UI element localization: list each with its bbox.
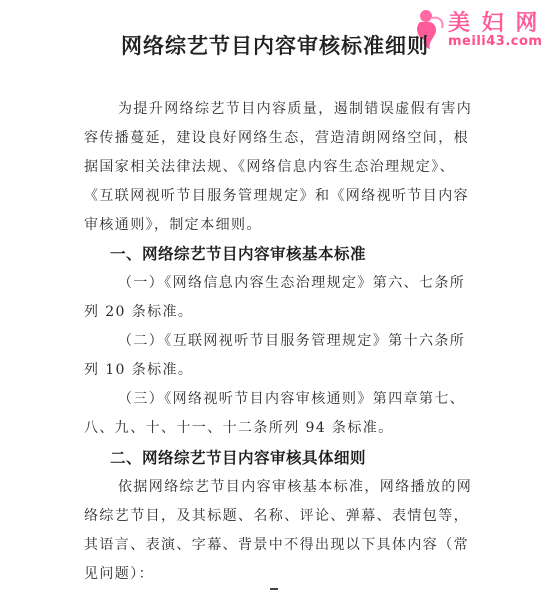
- paragraph-line: 《互联网视听节目服务管理规定》和《网络视听节目内容: [84, 188, 469, 204]
- paragraph-line: 据国家相关法律法规、《网络信息内容生态治理规定》、: [84, 159, 455, 175]
- paragraph-line: 容传播蔓延，建设良好网络生态，营造清朗网络空间，根: [84, 130, 469, 146]
- item-line: （二）《互联网视听节目服务管理规定》第十六条所: [118, 333, 466, 349]
- watermark-url: meili43.com: [448, 34, 543, 49]
- paragraph-line: 见问题）：: [84, 566, 154, 582]
- item-line: 八、九、十、十一、十二条所列 94 条标准。: [84, 420, 394, 436]
- paragraph-line: 为提升网络综艺节目内容质量，遏制错误虚假有害内: [118, 101, 473, 117]
- item-line: 列 10 条标准。: [84, 362, 194, 378]
- page-continuation-mark: [270, 588, 278, 590]
- watermark-title: 美 妇 网: [448, 11, 540, 36]
- section-heading-1: 一、网络综艺节目内容审核基本标准: [110, 245, 367, 263]
- paragraph-line: 其语言、表演、字幕、背景中不得出现以下具体内容（常: [84, 537, 469, 553]
- section-heading-2: 二、网络综艺节目内容审核具体细则: [110, 449, 367, 467]
- item-line: （三）《网络视听节目内容审核通则》第四章第七、: [118, 391, 466, 407]
- document-title: 网络综艺节目内容审核标准细则: [121, 34, 429, 58]
- item-line: 列 20 条标准。: [84, 304, 194, 320]
- item-line: （一）《网络信息内容生态治理规定》第六、七条所: [118, 275, 466, 291]
- paragraph-line: 审核通则》，制定本细则。: [84, 217, 262, 233]
- paragraph-line: 依据网络综艺节目内容审核基本标准，网络播放的网: [118, 479, 473, 495]
- paragraph-line: 络综艺节目，及其标题、名称、评论、弹幕、表情包等，: [84, 508, 469, 524]
